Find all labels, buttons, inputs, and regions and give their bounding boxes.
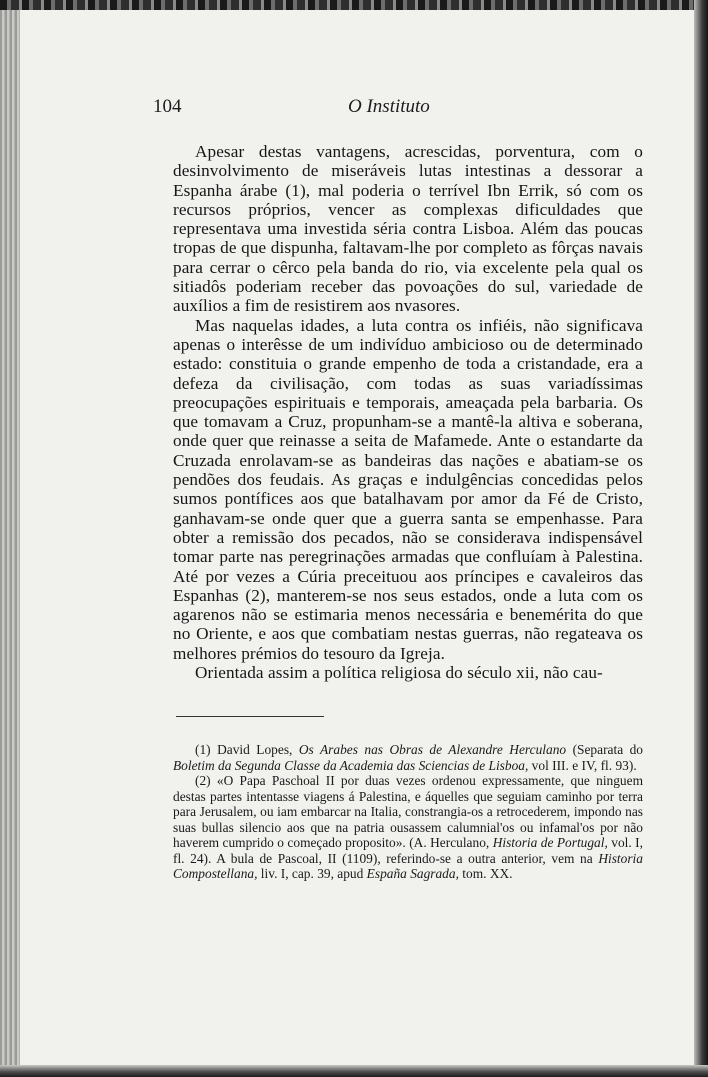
footnote-1-author: David Lopes, <box>217 742 293 757</box>
footnote-2-ref1: Historia de Portugal, <box>492 835 608 850</box>
footnote-1-journal: Boletim da Segunda Classe da Academia das Sciencias de Lisboa, <box>173 757 529 773</box>
top-binding-edge <box>0 0 708 10</box>
footnote-1-mark: (1) <box>195 742 211 757</box>
paragraph-3: Orientada assim a política religiosa do século xii, não cau- <box>195 663 603 683</box>
page-header <box>153 96 553 122</box>
footnote-2-text4: tom. XX. <box>462 866 513 881</box>
paragraph-2: Mas naquelas idades, a luta contra os infiéis, não significava apenas o interêsse de um indivíduo ambicioso ou de determinado estado: constituia o grande empenho de toda a cristandade, era a defeza da civilisação, com todas as suas variadíssimas preocupações espirituais e temporais, ameaçada pela barbaria. Os que tomavam a Cruz, propunham-se a mantê-la altiva e soberana, onde quer que reinasse a seita de Mafamede. Ante o estandarte da Cruzada enrolavam-se as bandeiras das nações e abatiam-se os pendões dos feudais. As graças e indulgências concedidas pelos sumos pontífices aos que batalhavam por amor da Fé de Cristo, ganhavam-se onde quer que a guerra santa se empenhasse. Para obter a remissão dos pecados, não se considerava indispensável tomar parte nas peregrinações armadas que confluíam à Palestina. Até por vezes a Cúria preceituou aos príncipes e cavaleiros das Espanhas (2), manterem-se nos seus estados, onde a luta com os agarenos não se estimaria menos necessária e benemérita do que no Oriente, e aos que combatiam nestas guerras, não regateava os melhores prémios do tesouro da Igreja. <box>173 315 643 663</box>
footnote-2-text1: «O Papa Paschoal II por duas vezes ordenou expressamente, que ninguem destas partes intentasse viagens á Palestina, e áquelles que seguiam caminho por terra para Jerusalem, ou iam embarcar na Italia, constrangia-os a retrocederem, impondo nas suas bullas silencio aos que na patria ousassem calumnial'os ou infamal'os por não haverem cumprido o começado proposito». (A. Herculano, <box>173 773 643 850</box>
footnote-2 <box>173 773 643 882</box>
footnote-separator <box>176 716 324 717</box>
footnote-1-text2: vol III. e IV, fl. 93). <box>531 757 637 773</box>
right-binding-shadow <box>694 0 708 1077</box>
main-text <box>173 142 643 682</box>
paragraph-1: Apesar destas vantagens, acrescidas, porventura, com o desinvolvimento de miseráveis lutas intestinas a dessorar a Espanha árabe (1), mal poderia o terrível Ibn Errik, só com os recursos próprios, vencer as complexas dificuldades que representava uma investida séria contra Lisboa. Além das poucas tropas de que dispunha, faltavam-lhe por completo as fôrças navais para cerrar o cêrco pela banda do rio, via excelente pela qual os sitiadôs poderiam receber das povoações do sul, variedade de auxílios a fim de resistirem aos nvasores. <box>173 142 643 316</box>
footnote-2-ref3: España Sagrada, <box>366 866 459 881</box>
footnote-1 <box>173 742 643 773</box>
footnotes <box>173 742 643 882</box>
page-number: 104 <box>153 96 182 117</box>
left-page-stack-edge <box>0 10 20 1077</box>
footnote-2-text2: vol. I, fl. 24). A bula de Pascoal, II (1109), referindo-se a outra anterior, vem na <box>173 835 643 866</box>
running-title: O Instituto <box>348 96 430 117</box>
footnote-2-ref2: Historia Compostellana, <box>173 850 643 881</box>
footnote-1-title: Os Arabes nas Obras de Alexandre Herculano <box>298 742 567 757</box>
footnote-1-text1: (Separata do <box>572 742 643 757</box>
bottom-scan-edge <box>0 1065 708 1077</box>
footnote-2-text3: liv. I, cap. 39, apud <box>260 866 364 881</box>
footnote-2-mark: (2) <box>195 773 211 788</box>
